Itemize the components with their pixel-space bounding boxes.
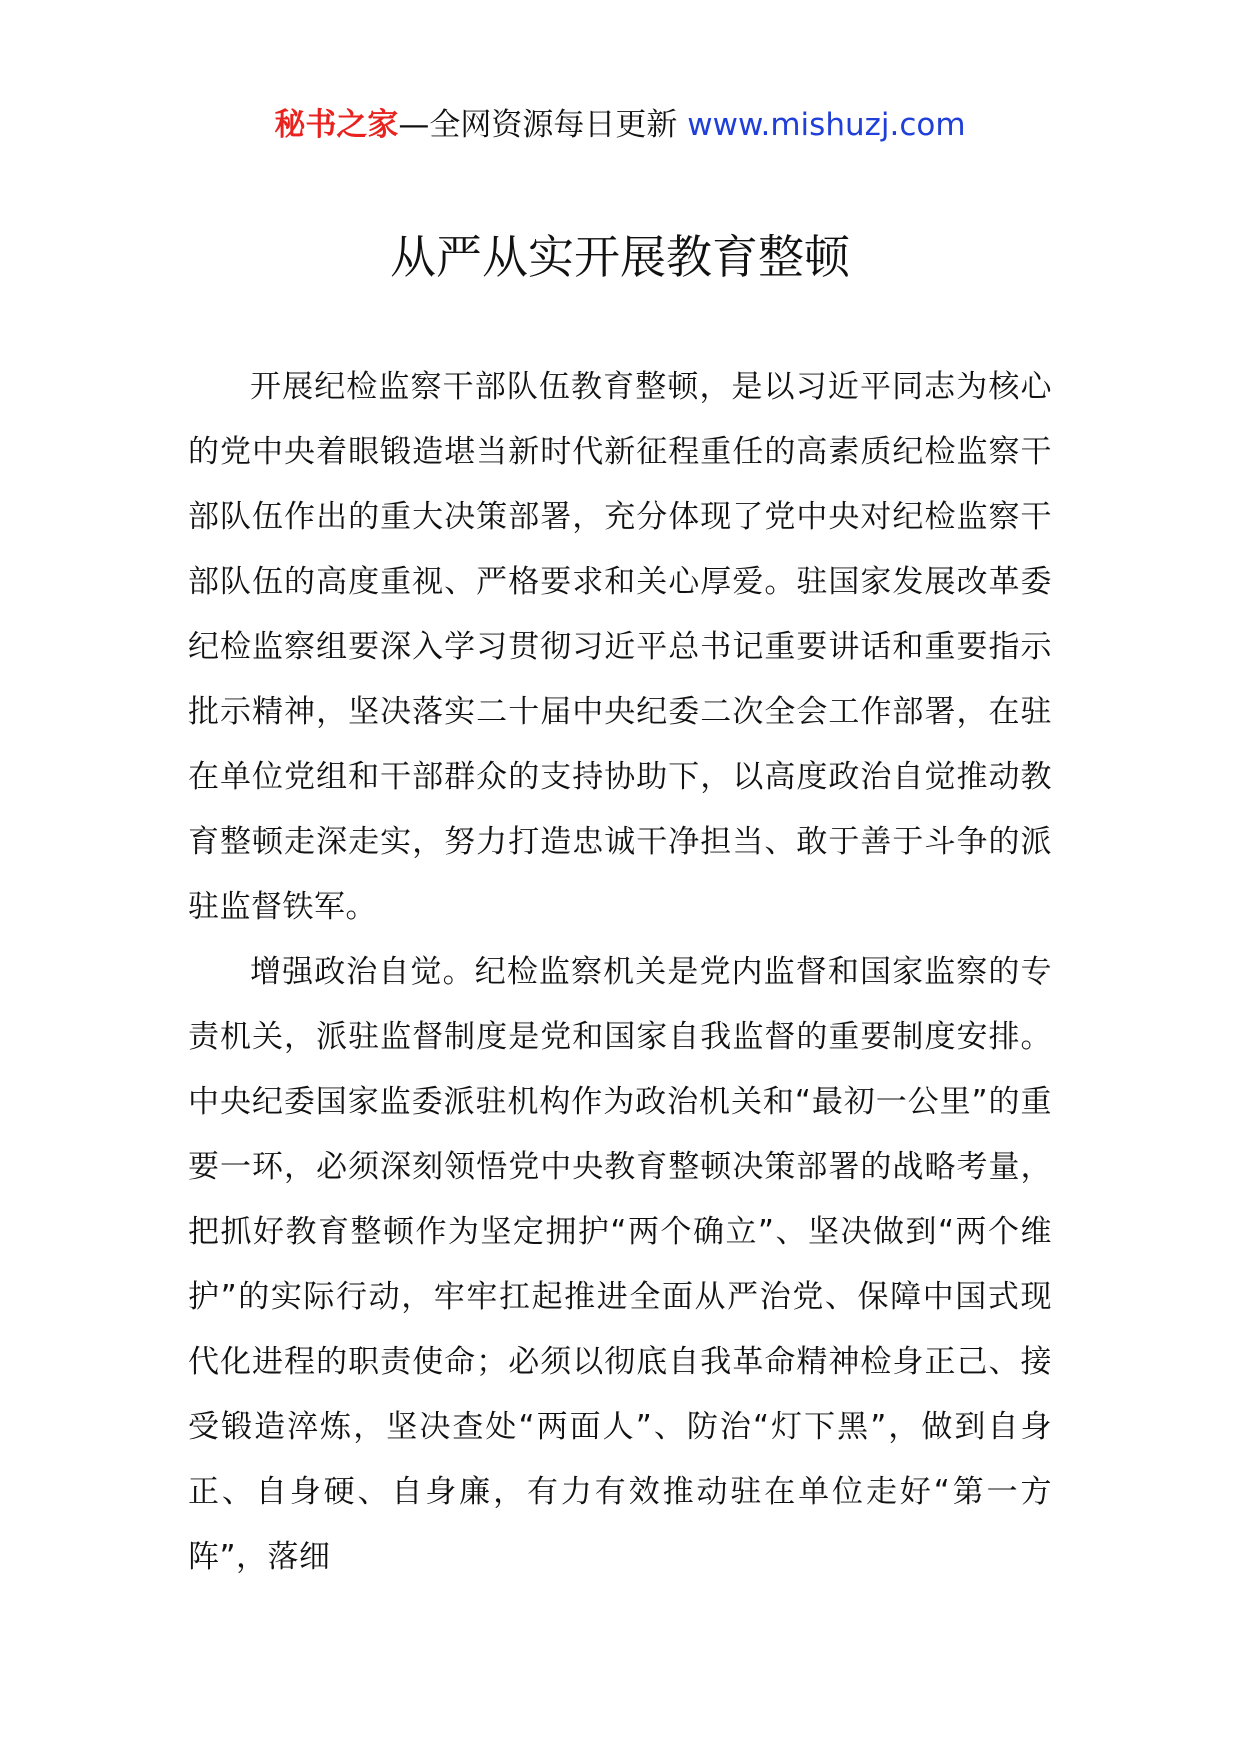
paragraph-1: 开展纪检监察干部队伍教育整顿，是以习近平同志为核心的党中央着眼锻造堪当新时代新征程重任的高素质纪检监察干部队伍作出的重大决策部署，充分体现了党中央对纪检监察干部队伍的高度重视、严格要求和关心厚爱。驻国家发展改革委纪检监察组要深入学习贯彻习近平总书记重要讲话和重要指示批示精神，坚决落实二十届中央纪委二次全会工作部署，在驻在单位党组和干部群众的支持协助下，以高度政治自觉推动教育整顿走深走实，努力打造忠诚干净担当、敢于善于斗争的派驻监督铁军。 xyxy=(188,369,1052,925)
site-url-link[interactable]: www.mishuzj.com xyxy=(687,107,966,143)
brand-name: 秘书之家 xyxy=(274,107,399,143)
header-tagline: —全网资源每日更新 xyxy=(398,107,688,143)
document-body xyxy=(188,355,1052,1590)
site-header xyxy=(0,100,1240,150)
document-title: 从严从实开展教育整顿 xyxy=(390,230,850,284)
paragraph-2: 增强政治自觉。纪检监察机关是党内监督和国家监察的专责机关，派驻监督制度是党和国家自我监督的重要制度安排。中央纪委国家监委派驻机构作为政治机关和“最初一公里”的重要一环，必须深刻领悟党中央教育整顿决策部署的战略考量，把抓好教育整顿作为坚定拥护“两个确立”、坚决做到“两个维护”的实际行动，牢牢扛起推进全面从严治党、保障中国式现代化进程的职责使命；必须以彻底自我革命精神检身正己、接受锻造淬炼，坚决查处“两面人”、防治“灯下黑”，做到自身正、自身硬、自身廉，有力有效推动驻在单位走好“第一方阵”，落细 xyxy=(188,954,1052,1575)
